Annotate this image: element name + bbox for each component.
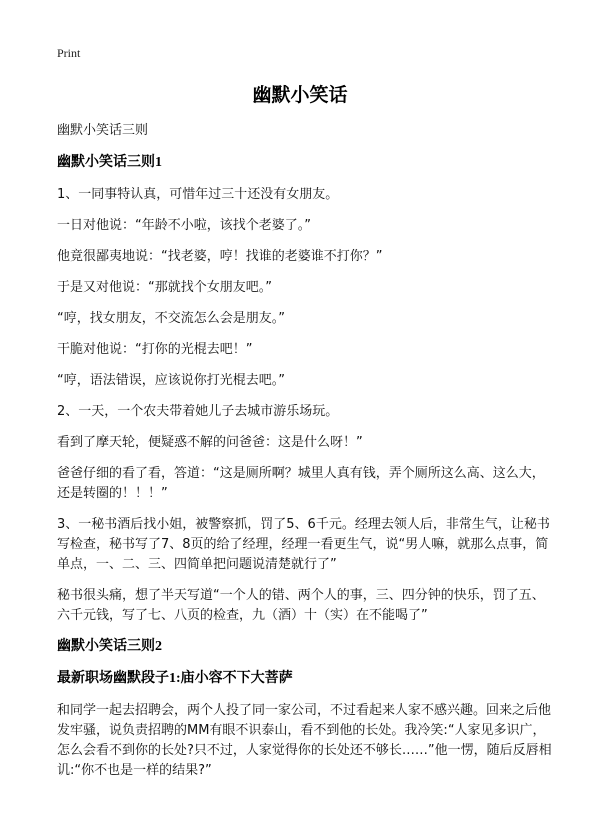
paragraph: 看到了摩天轮，便疑惑不解的问爸爸：这是什么呀！” xyxy=(57,435,363,450)
paragraph: 干脆对他说：“打你的光棍去吧！” xyxy=(57,342,253,357)
print-link[interactable]: Print xyxy=(57,46,81,60)
paragraph: 于是又对他说：“那就找个女朋友吧。” xyxy=(57,280,272,295)
page-title: 幽默小笑话 xyxy=(252,84,348,106)
paragraph: 2、一天，一个农夫带着她儿子去城市游乐场玩。 xyxy=(57,404,339,419)
paragraph: 秘书很头痛，想了半天写道“一个人的错、两个人的事，三、四分钟的快乐，罚了五、六千元钱，写了七、八页的检查，九（酒）十（实）在不能喝了” xyxy=(57,588,545,623)
paragraph: 1、一同事特认真，可惜年过三十还没有女朋友。 xyxy=(57,187,339,202)
article-body xyxy=(57,121,557,792)
paragraph: 他竟很鄙夷地说：“找老婆，哼！找谁的老婆谁不打你？” xyxy=(57,249,383,264)
section-heading: 最新职场幽默段子1:庙小容不下大菩萨 xyxy=(57,671,293,686)
paragraph: 一日对他说：“年龄不小啦，该找个老婆了。” xyxy=(57,218,311,233)
section-heading: 幽默小笑话三则2 xyxy=(57,639,162,654)
paragraph: “哼，语法错误，应该说你打光棍去吧。” xyxy=(57,373,285,388)
paragraph: 3、一秘书酒后找小姐，被警察抓，罚了5、6千元。经理去领人后，非常生气，让秘书写检查，秘书写了7、8页的给了经理，经理一看更生气，说“男人嘛，就那么点事，简单点，一、二、三、四简单把问题说清楚就行了” xyxy=(57,517,550,572)
article-subtitle: 幽默小笑话三则 xyxy=(57,123,149,138)
paragraph: “哼，找女朋友，不交流怎么会是朋友。” xyxy=(57,311,285,326)
section-heading: 幽默小笑话三则1 xyxy=(57,155,162,170)
paragraph: 爸爸仔细的看了看，答道：“这是厕所啊？城里人真有钱，弄个厕所这么高、这么大，还是转圈的！！！” xyxy=(57,466,545,501)
paragraph: 和同学一起去招聘会，两个人投了同一家公司，不过看起来人家不感兴趣。回来之后他发牢骚，说负责招聘的MM有眼不识泰山，看不到他的长处。我冷笑:“人家见多识广，怎么会看不到你的长处?只不过，人家觉得你的长处还不够长……”他一愣，随后反唇相讥:“你不也是一样的结果?” xyxy=(57,703,552,778)
